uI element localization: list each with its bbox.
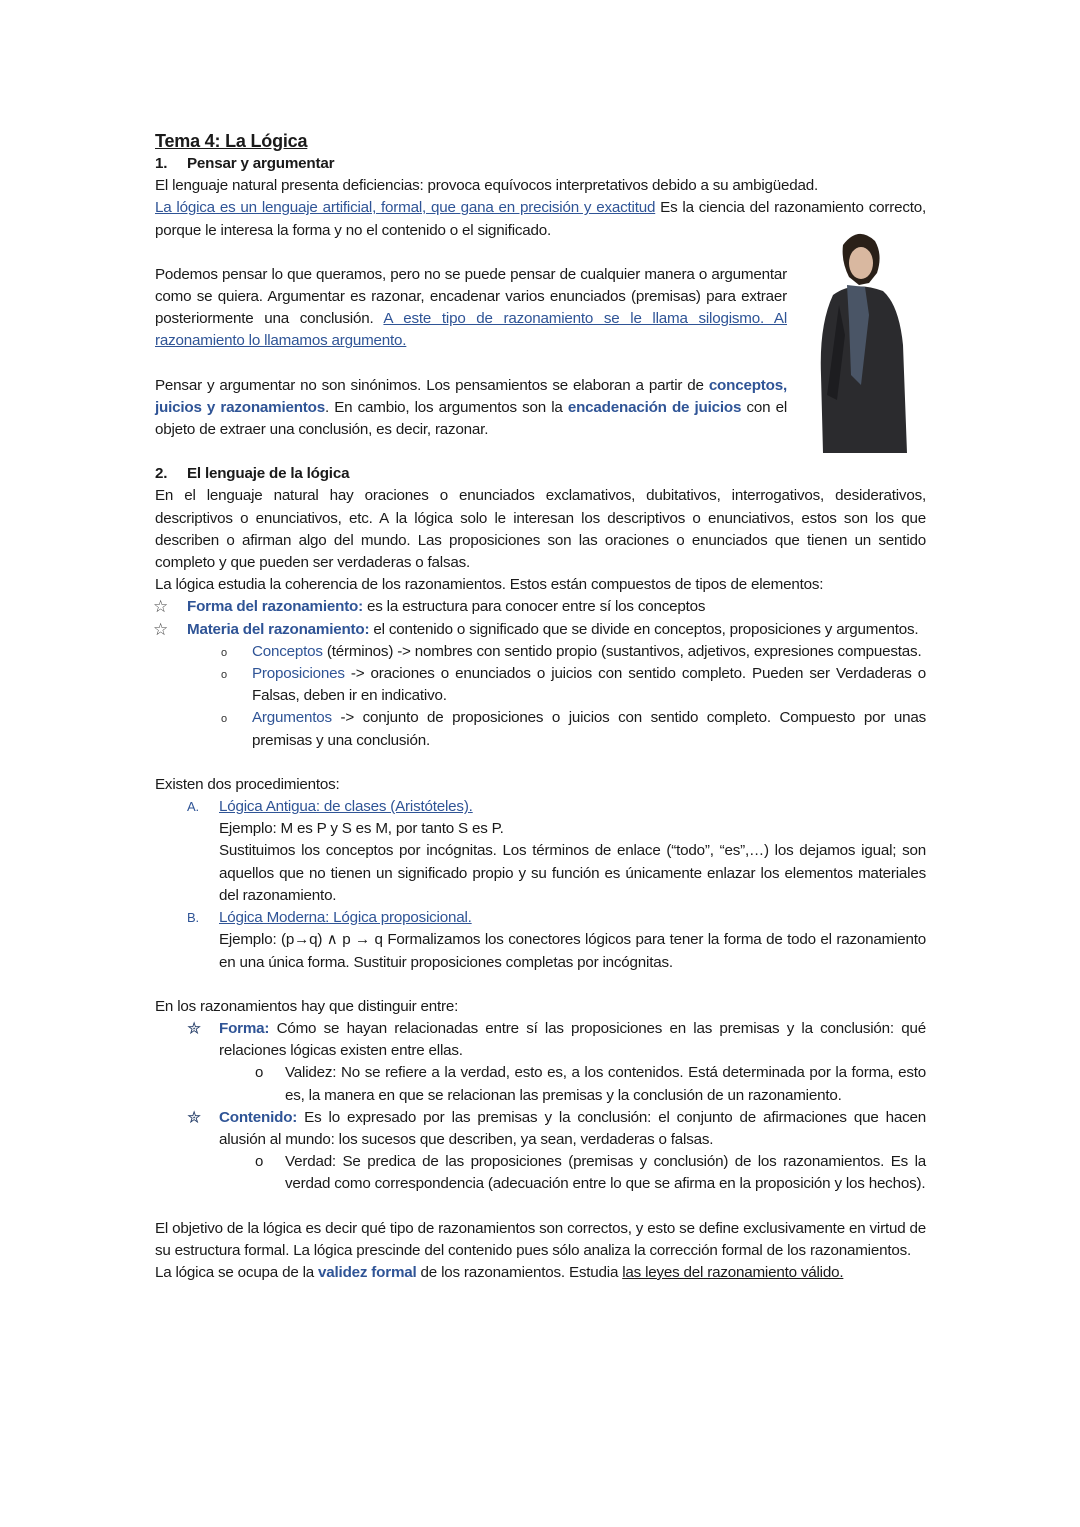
paragraph: En el lenguaje natural hay oraciones o enunciados exclamativos, dubitativos, interrogativos, desiderativos, descriptivos o enunciativos, etc. A la lógica solo le interesan los descriptivos o enunciativos, estos son los que describen o afirman algo del mundo. Las proposiciones son las oraciones o enunciados que tienen un sentido completo y que pueden ser verdaderas o falsas. xyxy=(155,487,926,572)
paragraph: Pensar y argumentar no son sinónimos. Los pensamientos se elaboran a partir de conceptos, juicios y razonamientos. En cambio, los argumentos son la encadenación de juicios con el objeto de extraer una conclusión, es decir, razonar. xyxy=(155,376,787,439)
paragraph: El lenguaje natural presenta deficiencias: provoca equívocos interpretativos debido a su ambigüedad. xyxy=(155,177,819,195)
star-icon: ✮ xyxy=(187,1018,202,1038)
section-1-heading: 1. Pensar y argumentar xyxy=(155,155,335,172)
paragraph: En los razonamientos hay que distinguir entre: xyxy=(155,997,459,1015)
circle-bullet-icon: o xyxy=(221,646,227,659)
list-item: o Verdad: Se predica de las proposiciones (premisas y conclusión) de los razonamientos. Es la verdad como correspondencia (adecuación entre lo que se afirma en la proposición y los hechos). xyxy=(255,1153,926,1193)
sherlock-photo xyxy=(803,225,913,453)
list-item: o Proposiciones -> oraciones o enunciados o juicios con sentido completo. Pueden ser Verdaderas o Falsas, deben ir en indicativo. xyxy=(221,665,926,705)
circle-bullet-icon: o xyxy=(221,713,227,726)
star-outline-icon: ☆ xyxy=(153,597,169,617)
circle-bullet-icon: o xyxy=(221,669,227,682)
list-item: ✮ Contenido: Es lo expresado por las premisas y la conclusión: el conjunto de afirmaciones que hacen alusión al mundo: los sucesos que describen, ya sean, verdaderas o falsas. xyxy=(187,1107,926,1148)
list-item: ☆ Forma del razonamiento: es la estructura para conocer entre sí los conceptos xyxy=(155,596,926,618)
circle-bullet-icon: o xyxy=(255,1064,264,1082)
list-item: o Argumentos -> conjunto de proposiciones o juicios con sentido completo. Compuesto por unas premisas y una conclusión. xyxy=(221,709,926,749)
circle-bullet-icon: o xyxy=(255,1153,264,1171)
list-item: ☆ Materia del razonamiento: el contenido o significado que se divide en conceptos, proposiciones y argumentos. xyxy=(155,619,926,641)
document-page xyxy=(155,129,926,1284)
paragraph: La lógica estudia la coherencia de los razonamientos. Estos están compuestos de tipos de elementos: xyxy=(155,576,824,594)
list-item: o Validez: No se refiere a la verdad, esto es, a los contenidos. Está determinada por la forma, esto es, la manera en que se relacionan las premisas y la conclusión de un razonamiento. xyxy=(255,1064,926,1104)
paragraph: La lógica se ocupa de la validez formal de los razonamientos. Estudia las leyes del razonamiento válido. xyxy=(155,1263,844,1281)
paragraph: Existen dos procedimientos: xyxy=(155,775,340,793)
paragraph: El objetivo de la lógica es decir qué tipo de razonamientos son correctos, y esto se define exclusivamente en virtud de su estructura formal. La lógica prescinde del contenido pues sólo analiza la corrección formal de los razonamientos. xyxy=(155,1219,926,1259)
paragraph: La lógica es un lenguaje artificial, formal, que gana en precisión y exactitud Es la ciencia del razonamiento correcto, porque le interesa la forma y no el contenido o el significado. xyxy=(155,199,926,239)
section-2-heading: 2. El lenguaje de la lógica xyxy=(155,465,350,483)
paragraph: Podemos pensar lo que queramos, pero no se puede pensar de cualquier manera o argumentar como se quiera. Argumentar es razonar, encadenar varios enunciados (premisas) para extraer posteriormente una conclusión. A este tipo de razonamiento se le llama silogismo. Al razonamiento lo llamamos argumento. xyxy=(155,265,787,350)
page-title: Tema 4: La Lógica xyxy=(155,131,308,151)
list-item: A. Lógica Antigua: de clases (Aristóteles). Ejemplo: M es P y S es M, por tanto S es P. Sustituimos los conceptos por incógnitas. Los términos de enlace (“todo”, “es”,…) los dejamos igual; son aquellos que no tienen un significado propio y su función es únicamente enlazar los elementos materiales del razonamiento. xyxy=(187,798,926,904)
list-item: B. Lógica Moderna: Lógica proposicional. Ejemplo: (p→q) ∧ p → q Formalizamos los conectores lógicos para tener la forma de todo el razonamiento en una única forma. Sustituir proposiciones completas por incógnitas. xyxy=(187,909,926,971)
star-icon: ✮ xyxy=(187,1107,202,1127)
list-item: ✮ Forma: Cómo se hayan relacionadas entre sí las proposiciones en las premisas y la conclusión: qué relaciones lógicas existen entre ellas. xyxy=(187,1018,926,1060)
star-outline-icon: ☆ xyxy=(153,619,169,639)
list-item: o Conceptos (términos) -> nombres con sentido propio (sustantivos, adjetivos, expresiones compuestas. xyxy=(155,641,926,663)
